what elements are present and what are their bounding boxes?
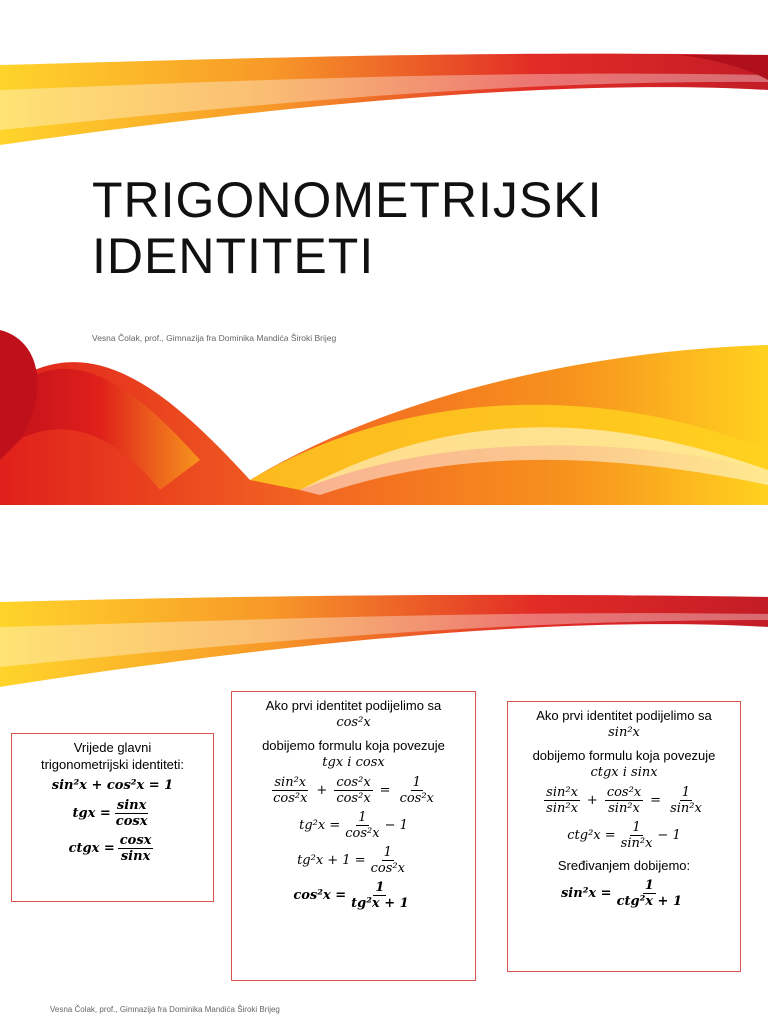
equation-lhs: ctg²x = <box>567 828 616 843</box>
tg-denominator: cosx <box>115 814 148 829</box>
fraction-numerator: 1 <box>644 878 654 893</box>
mid-equation-2 <box>232 810 475 841</box>
fraction-denominator: cos²x <box>336 791 371 806</box>
slide-footer: Vesna Čolak, prof., Gimnazija fra Dominika Mandića Široki Brijeg <box>50 1005 280 1014</box>
mid-divisor: cos²x <box>336 715 371 730</box>
fraction-numerator: 1 <box>632 820 641 835</box>
author-subtitle: Vesna Čolak, prof., Gimnazija fra Dominika Mandića Široki Brijeg <box>92 333 337 343</box>
cos-division-box <box>231 691 476 981</box>
fraction-numerator: 1 <box>358 810 367 825</box>
identities-slide <box>0 562 768 1024</box>
tangent-identity <box>12 798 213 829</box>
fraction-denominator: cos²x <box>345 826 380 841</box>
fraction-denominator: cos²x <box>399 791 434 806</box>
equation-lhs: tg²x + 1 = <box>297 853 366 868</box>
pythagorean-identity: sin²x + cos²x = 1 <box>51 778 174 793</box>
right-line-2: dobijemo formulu koja povezuje <box>532 748 716 763</box>
right-equation-3 <box>508 878 740 909</box>
equation-lhs: sin²x = <box>560 886 612 901</box>
fraction-denominator: tg²x + 1 <box>351 896 409 911</box>
equation-lhs: cos²x = <box>293 888 347 903</box>
top-swoosh-decoration <box>0 50 768 160</box>
bottom-swoosh-decoration <box>0 330 768 505</box>
main-identities-box <box>11 733 214 902</box>
right-equation-1: $\frac{\text{sin²x}}{\text{sin²x}}$ + $\frac{\text{cos²x}}{\text{sin²x}}$ = $\frac{1}{\text{sin²x}}$ <box>546 785 702 816</box>
fraction-denominator: sin²x <box>546 801 578 816</box>
right-equation-2 <box>508 820 740 851</box>
fraction-numerator: 1 <box>681 785 691 800</box>
title-slide <box>0 0 768 505</box>
fraction-denominator: ctg²x + 1 <box>616 894 683 909</box>
mid-line-2: dobijemo formulu koja povezuje <box>262 738 445 753</box>
mid-line-1: Ako prvi identitet podijelimo sa <box>265 698 442 713</box>
fraction-denominator: cos²x <box>273 791 308 806</box>
title-line-1: TRIGONOMETRIJSKI <box>92 172 603 228</box>
ctg-denominator: sinx <box>120 849 151 864</box>
slide-gap <box>0 505 768 562</box>
cotangent-identity <box>12 833 213 864</box>
title-line-2: IDENTITETI <box>92 228 375 284</box>
fraction-numerator: sin²x <box>274 775 307 790</box>
right-line-3: Sređivanjem dobijemo: <box>557 858 691 873</box>
fraction-denominator: sin²x <box>670 801 702 816</box>
fraction-denominator: sin²x <box>620 836 653 851</box>
ctg-numerator: cosx <box>119 833 152 848</box>
fraction-denominator: cos²x <box>370 861 405 876</box>
mid-equation-4 <box>232 880 475 911</box>
right-relates: ctgx i sinx <box>590 765 658 780</box>
fraction-numerator: cos²x <box>336 775 371 790</box>
intro-line-1: Vrijede glavni <box>73 740 152 755</box>
ctg-lhs: ctgx = <box>68 841 115 856</box>
equation-tail: − 1 <box>657 828 681 843</box>
fraction-numerator: cos²x <box>606 785 642 800</box>
equation-lhs: tg²x = <box>299 818 341 833</box>
right-line-1: Ako prvi identitet podijelimo sa <box>536 708 712 723</box>
right-divisor: sin²x <box>608 725 640 740</box>
tg-lhs: tgx = <box>72 806 111 821</box>
fraction-numerator: 1 <box>383 845 392 860</box>
fraction-numerator: 1 <box>412 775 421 790</box>
mid-relates: tgx i cosx <box>322 755 385 770</box>
sin-division-box <box>507 701 741 972</box>
fraction-numerator: sin²x <box>546 785 578 800</box>
intro-line-2: trigonometrijski identiteti: <box>40 757 185 772</box>
equation-tail: − 1 <box>384 818 408 833</box>
top-swoosh-decoration-2 <box>0 592 768 692</box>
tg-numerator: sinx <box>116 798 147 813</box>
fraction-numerator: 1 <box>375 880 385 895</box>
fraction-denominator: sin²x <box>608 801 640 816</box>
slide-title <box>92 172 602 284</box>
mid-equation-3 <box>232 845 475 876</box>
mid-equation-1: $\frac{\text{sin²x}}{\text{cos²x}}$ + $\frac{\text{cos²x}}{\text{cos²x}}$ = $\frac{1}{\text{cos²x}}$ <box>273 775 434 806</box>
